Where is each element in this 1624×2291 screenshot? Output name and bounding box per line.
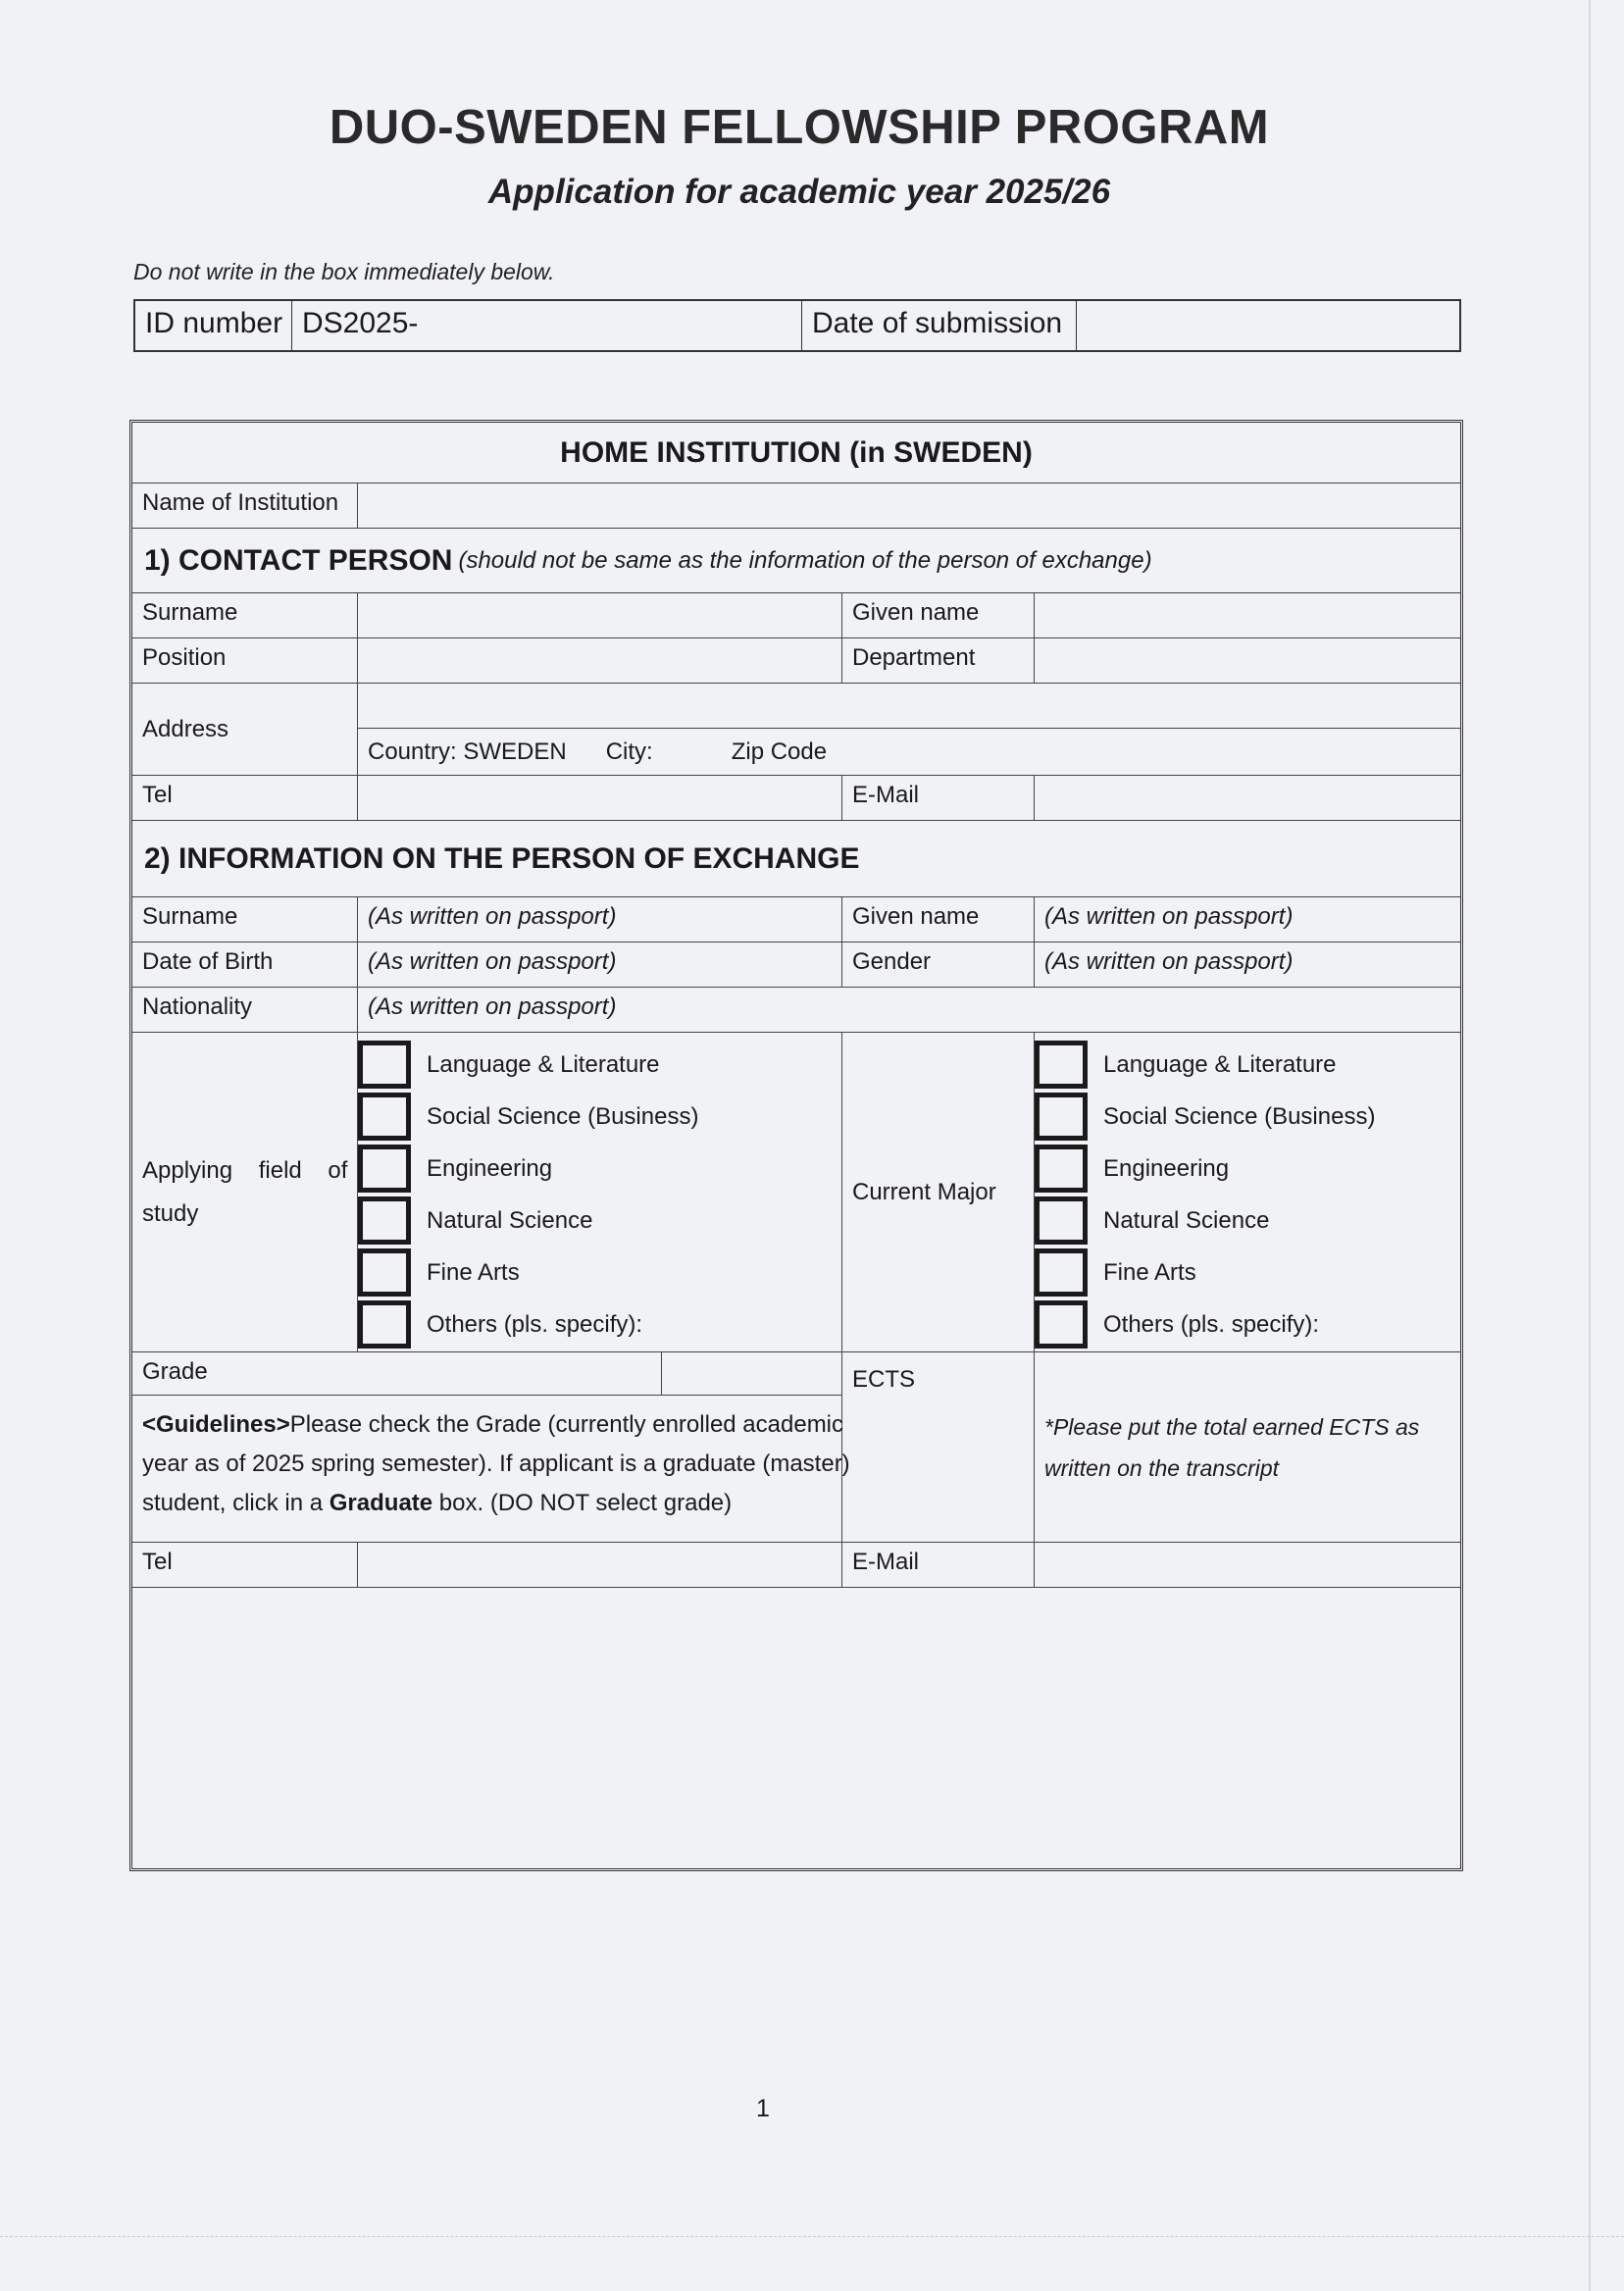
current-major-options: [1035, 1033, 1460, 1351]
id-number-label: ID number: [135, 301, 292, 350]
home-institution-heading-row: [132, 423, 1460, 484]
applying-field-checkbox[interactable]: [358, 1093, 411, 1141]
current-major-checkbox[interactable]: [1035, 1248, 1088, 1297]
contact-address-row: [132, 684, 1460, 776]
grade-section: [132, 1352, 850, 1542]
applying-field-checkbox[interactable]: [358, 1041, 411, 1089]
office-use-box: [133, 299, 1461, 352]
institution-name-label: Name of Institution: [132, 484, 358, 528]
applying-field-label-line-1: Applying field of: [142, 1156, 348, 1184]
applying-field-checkbox[interactable]: [358, 1300, 411, 1349]
current-major-option: [1035, 1091, 1460, 1143]
applying-field-option: [358, 1091, 841, 1143]
contact-email-label: E-Mail: [842, 776, 1035, 820]
exchange-email-label: E-Mail: [842, 1543, 1035, 1587]
applying-field-option: [358, 1247, 841, 1298]
current-major-option: [1035, 1039, 1460, 1091]
page-edge: [1589, 0, 1591, 2291]
exchange-dob-row: [132, 942, 1460, 988]
page-number: 1: [756, 2095, 770, 2122]
current-major-checkbox[interactable]: [1035, 1093, 1088, 1141]
current-major-option-label: Natural Science: [1103, 1206, 1270, 1234]
contact-department-label: Department: [842, 638, 1035, 683]
exchange-gender-label: Gender: [842, 942, 1035, 987]
contact-person-note: (should not be same as the information of the person of exchange): [458, 546, 1152, 574]
applying-field-option-label: Language & Literature: [427, 1050, 660, 1078]
grade-guidelines: [132, 1396, 850, 1533]
current-major-checkbox[interactable]: [1035, 1300, 1088, 1349]
contact-address-label: Address: [132, 684, 358, 775]
guidelines-text-line-3b: box. (DO NOT select grade): [432, 1490, 733, 1516]
applying-field-option-label: Engineering: [427, 1154, 553, 1182]
contact-tel-field[interactable]: [358, 776, 842, 820]
ects-field[interactable]: [1035, 1352, 1460, 1542]
form-subtitle: Application for academic year 2025/26: [487, 173, 1111, 211]
exchange-tel-label: Tel: [132, 1543, 358, 1587]
contact-given-name-label: Given name: [842, 593, 1035, 637]
grade-field[interactable]: [662, 1352, 841, 1395]
current-major-option-label: Engineering: [1103, 1154, 1230, 1182]
exchange-dob-label: Date of Birth: [132, 942, 358, 987]
current-major-option: [1035, 1298, 1460, 1350]
applying-field-option: [358, 1195, 841, 1247]
contact-zip-label: Zip Code: [731, 738, 828, 765]
applying-field-option-label: Natural Science: [427, 1206, 593, 1234]
exchange-surname-label: Surname: [132, 897, 358, 942]
applying-field-option: [358, 1298, 841, 1350]
guidelines-text-line-2: year as of 2025 spring semester). If applicant is a graduate (master): [142, 1451, 850, 1477]
current-major-option-label: Language & Literature: [1103, 1050, 1337, 1078]
office-use-note: Do not write in the box immediately below.: [133, 259, 555, 284]
guidelines-graduate: Graduate: [329, 1490, 433, 1516]
exchange-given-name-field[interactable]: (As written on passport): [1044, 903, 1294, 930]
applying-field-option: [358, 1039, 841, 1091]
contact-surname-row: [132, 593, 1460, 638]
current-major-checkbox[interactable]: [1035, 1196, 1088, 1245]
exchange-dob-field[interactable]: (As written on passport): [358, 942, 842, 987]
current-major-option: [1035, 1143, 1460, 1195]
institution-name-row: [132, 484, 1460, 529]
applying-field-option-label: Fine Arts: [427, 1258, 520, 1286]
applying-field-label: [132, 1033, 358, 1351]
institution-name-field[interactable]: [358, 484, 1460, 528]
applying-field-checkbox[interactable]: [358, 1196, 411, 1245]
exchange-tel-row: [132, 1543, 1460, 1588]
field-of-study-row: [132, 1033, 1460, 1352]
contact-address-fields: [358, 684, 1460, 775]
applying-field-checkbox[interactable]: [358, 1145, 411, 1193]
guidelines-text-line-3a: student, click in a: [142, 1490, 330, 1516]
grade-row: [132, 1352, 841, 1396]
contact-country-label: Country: SWEDEN: [368, 738, 567, 765]
exchange-nationality-field[interactable]: (As written on passport): [368, 993, 617, 1020]
home-institution-heading: HOME INSTITUTION (in SWEDEN): [560, 435, 1033, 469]
date-of-submission-value[interactable]: [1077, 301, 1459, 350]
exchange-person-heading-row: [132, 821, 1460, 897]
contact-department-field[interactable]: [1035, 638, 1460, 683]
contact-surname-label: Surname: [132, 593, 358, 637]
applying-field-options: [358, 1033, 842, 1351]
grade-ects-row: [132, 1352, 1460, 1543]
current-major-option: [1035, 1195, 1460, 1247]
contact-person-heading: 1) CONTACT PERSON: [144, 543, 453, 577]
application-form: [129, 420, 1463, 1871]
applying-field-option-label: Social Science (Business): [427, 1102, 699, 1130]
exchange-given-name-label: Given name: [842, 897, 1035, 942]
form-title: DUO-SWEDEN FELLOWSHIP PROGRAM: [329, 101, 1270, 154]
guidelines-label: <Guidelines>: [142, 1411, 290, 1438]
exchange-nationality-row: [132, 988, 1460, 1033]
contact-city-label: City:: [605, 738, 653, 765]
date-of-submission-label: Date of submission: [802, 301, 1077, 350]
exchange-email-field[interactable]: [1035, 1543, 1460, 1587]
current-major-checkbox[interactable]: [1035, 1145, 1088, 1193]
contact-position-row: [132, 638, 1460, 684]
guidelines-text-line-1: Please check the Grade (currently enrolled academic: [289, 1411, 844, 1438]
contact-position-field[interactable]: [358, 638, 842, 683]
contact-person-heading-row: [132, 529, 1460, 593]
contact-position-label: Position: [132, 638, 358, 683]
current-major-option: [1035, 1247, 1460, 1298]
exchange-tel-field[interactable]: [358, 1543, 842, 1587]
applying-field-option-label: Others (pls. specify):: [427, 1310, 643, 1338]
contact-email-field[interactable]: [1035, 776, 1460, 820]
applying-field-label-line-2: study: [142, 1199, 199, 1227]
contact-tel-label: Tel: [132, 776, 358, 820]
blank-area: [132, 1588, 1460, 1862]
grade-label: Grade: [132, 1352, 662, 1395]
ects-label: ECTS: [842, 1352, 1035, 1542]
ects-note-line-2: written on the transcript: [1044, 1454, 1280, 1481]
current-major-checkbox[interactable]: [1035, 1041, 1088, 1089]
exchange-gender-field[interactable]: (As written on passport): [1044, 948, 1294, 975]
current-major-option-label: Others (pls. specify):: [1103, 1310, 1320, 1338]
exchange-surname-field[interactable]: (As written on passport): [358, 897, 842, 942]
contact-tel-row: [132, 776, 1460, 821]
applying-field-checkbox[interactable]: [358, 1248, 411, 1297]
applying-field-option: [358, 1143, 841, 1195]
current-major-option-label: Fine Arts: [1103, 1258, 1196, 1286]
exchange-person-heading: 2) INFORMATION ON THE PERSON OF EXCHANGE: [144, 841, 860, 875]
contact-given-name-field[interactable]: [1035, 593, 1460, 637]
current-major-label: Current Major: [842, 1033, 1035, 1351]
exchange-nationality-label: Nationality: [132, 988, 358, 1032]
contact-address-location: [358, 729, 1460, 775]
contact-surname-field[interactable]: [358, 593, 842, 637]
contact-address-line-field[interactable]: [358, 684, 1460, 729]
id-number-value[interactable]: DS2025-: [292, 301, 802, 350]
exchange-surname-row: [132, 897, 1460, 942]
page-bottom-edge: [0, 2236, 1624, 2238]
current-major-option-label: Social Science (Business): [1103, 1102, 1376, 1130]
ects-note-line-1: *Please put the total earned ECTS as: [1044, 1413, 1420, 1440]
